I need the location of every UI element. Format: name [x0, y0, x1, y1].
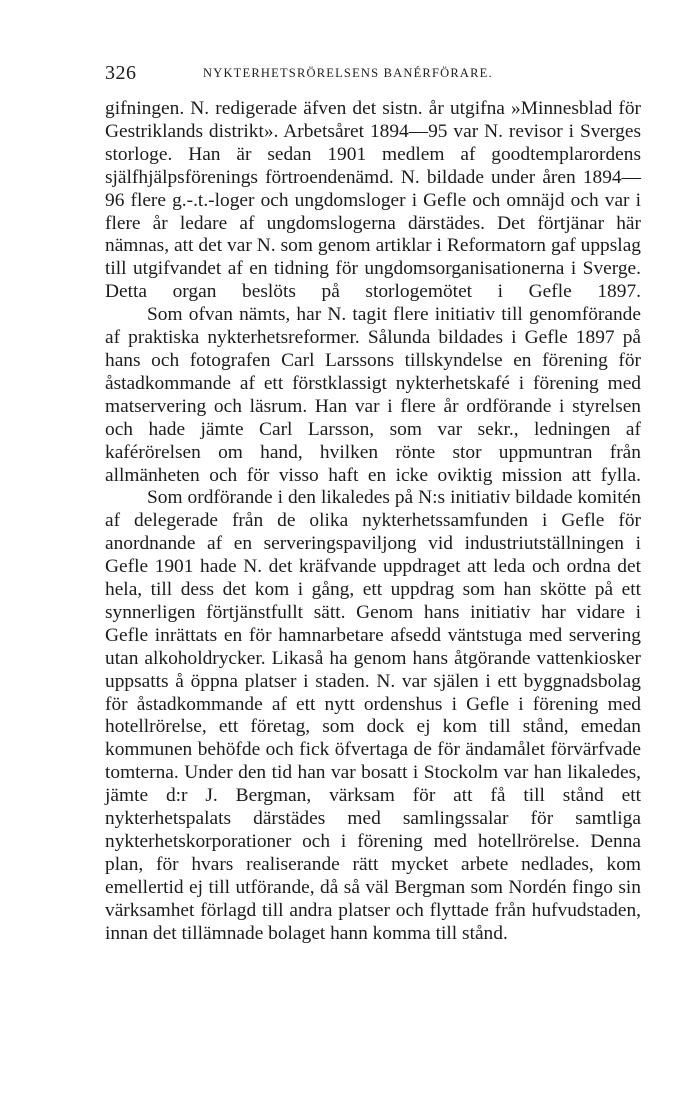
running-head-title: NYKTERHETSRÖRELSENS BANÉRFÖRARE.: [203, 66, 493, 80]
paragraph-continuation: gifningen. N. redigerade äfven det sistn. år utgifna »Minnesblad för Gestriklands distrikt». Arbetsåret 1894—95 var N. revisor i Sverges storloge. Han är sedan 1901 medlem af goodtemplarordens själfhjälpsförenings förtroendenämd. N. bildade under åren 1894—96 flere g.-.t.-loger och ungdomsloger i Gefle och omnäjd och var i flere år ledare af ungdomslogerna därstädes. Det förtjänar här nämnas, att det var N. som genom artiklar i Reformatorn gaf uppslag till utgifvandet af en tidning för ungdomsorganisationerna i Sverge. Detta organ beslöts på storlogemötet i Gefle 1897.: [105, 98, 641, 303]
page-number: 326: [105, 62, 137, 84]
paragraph-committee: Som ordförande i den likaledes på N:s initiativ bildade komitén af delegerade från de olika nykterhetssamfunden i Gefle för anordnande af en serveringspaviljong vid industriutställningen i Gefle 1901 hade N. det kräfvande uppdraget att leda och ordna det hela, till dess det kom i gång, ett uppdrag som han skötte på ett synnerligen förtjänstfullt sätt. Genom hans initiativ har vidare i Gefle inrättats en för hamnarbetare afsedd väntstuga med servering utan alkoholdrycker. Likaså ha genom hans åtgörande vattenkiosker uppsatts å öppna platser i staden. N. var själen i ett byggnadsbolag för åstadkommande af ett nytt ordenshus i Gefle i förening med hotellrörelse, ett företag, som dock ej kom till stånd, emedan kommunen behöfde och fick öfvertaga de för ändamålet förvärfvade tomterna. Under den tid han var bosatt i Stockolm var han likaledes, jämte d:r J. Bergman, värksam för att få till stånd ett nykterhetspalats därstädes med samlingssalar för samtliga nykterhetskorporationer och i förening med hotellrörelse. Denna plan, för hvars realiserande rätt mycket arbete nedlades, kom emellertid ej till utförande, då så väl Bergman som Nordén fingo sin värksamhet förlagd till andra platser och flyttade från hufvudstaden, innan det tillämnade bolaget hann komma till stånd.: [105, 487, 641, 944]
body-text: [105, 98, 641, 946]
running-head: [105, 62, 641, 88]
paragraph-initiatives: Som ofvan nämts, har N. tagit flere initiativ till genomförande af praktiska nykterhetsreformer. Sålunda bildades i Gefle 1897 på hans och fotografen Carl Larssons tillskyndelse en förening för åstadkommande af ett förstklassigt nykterhetskafé i förening med matservering och läsrum. Han var i flere år ordförande i styrelsen och hade jämte Carl Larsson, som var sekr., ledningen af kaférörelsen om hand, hvilken rönte stor uppmuntran från allmänheten och för visso haft en icke oviktig mission att fylla.: [105, 304, 641, 486]
